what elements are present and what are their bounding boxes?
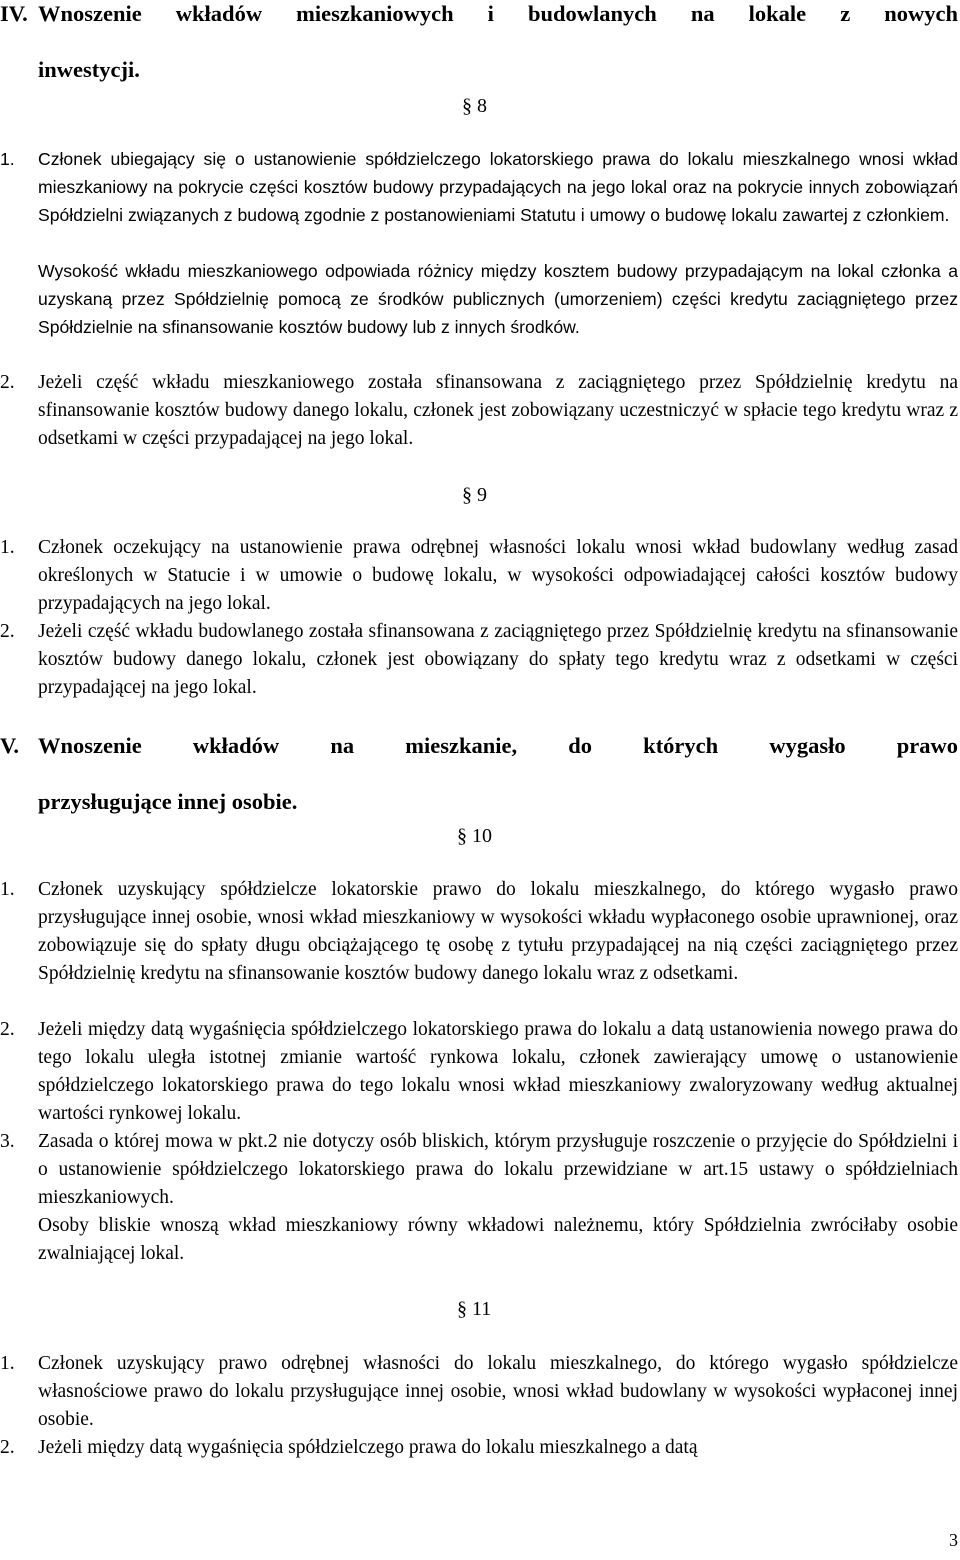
page-number: 3 — [949, 1530, 958, 1550]
paragraph-number: 2. — [0, 1437, 15, 1458]
paragraph-text: Jeżeli część wkładu budowlanego została sfinansowana z zaciągniętego przez Spółdzielnię kredytu na sfinansowanie kosztów budowy danego lokalu, członek jest obowiązany do spłaty tego kredytu wraz z odsetkami w części przypadającej na jego lokal. — [38, 621, 958, 698]
chapter-title-line2: inwestycji. — [38, 57, 140, 82]
chapter-v-heading — [0, 732, 958, 816]
paragraph-text: Jeżeli część wkładu mieszkaniowego została sfinansowana z zaciągniętego przez Spółdzielnię kredytu na sfinansowanie kosztów budowy danego lokalu, członek jest zobowiązany uczestniczyć w spłacie tego kredytu wraz z odsetkami w części przypadającej na jego lokal. — [38, 372, 958, 449]
chapter-number: IV. — [0, 1, 28, 26]
s10-paragraph-3-continued — [0, 1212, 958, 1268]
paragraph-text: Zasada o której mowa w pkt.2 nie dotyczy osób bliskich, którym przysługuje roszczenie o przyjęcie do Spółdzielni i o ustanowienie spółdzielczego lokatorskiego prawa do lokalu przewidziane w art.15 ustawy o spółdzielniach mieszkaniowych. — [38, 1131, 958, 1208]
chapter-title-line2: przysługujące innej osobie. — [38, 789, 298, 814]
paragraph-number: 2. — [0, 372, 15, 393]
s8-paragraph-1-continued — [0, 257, 958, 341]
section-11-heading: § 11 — [457, 1298, 492, 1320]
paragraph-number: 1. — [0, 149, 15, 169]
chapter-title-line1: Wnoszenie wkładów mieszkaniowych i budowlanych na lokale z nowych — [38, 1, 958, 26]
s11-paragraph-2 — [0, 1434, 958, 1462]
s10-paragraph-3 — [0, 1128, 958, 1212]
paragraph-text: Jeżeli między datą wygaśnięcia spółdzielczego lokatorskiego prawa do lokalu a datą ustanowienia nowego prawa do tego lokalu uległa istotnej zmianie wartość rynkowa lokalu, członek zawierający umowę o ustanowienie spółdzielczego lokatorskiego prawa do tego lokalu wnosi wkład mieszkaniowy zwaloryzowany według aktualnej wartości rynkowej lokalu. — [38, 1019, 958, 1124]
s10-paragraph-1 — [0, 876, 958, 988]
paragraph-text: Jeżeli między datą wygaśnięcia spółdzielczego prawa do lokalu mieszkalnego a datą — [38, 1437, 698, 1458]
s8-paragraph-2 — [0, 369, 958, 453]
s10-paragraph-2 — [0, 1016, 958, 1128]
section-10-heading: § 10 — [457, 825, 492, 847]
chapter-iv-heading — [0, 0, 958, 84]
paragraph-number: 2. — [0, 1019, 15, 1040]
paragraph-text: Członek ubiegający się o ustanowienie spółdzielczego lokatorskiego prawa do lokalu mieszkalnego wnosi wkład mieszkaniowy na pokrycie części kosztów budowy przypadających na jego lokal oraz na pokrycie innych zobowiązań Spółdzielni związanych z budową zgodnie z postanowieniami Statutu i umowy o budowę lokalu zawartej z członkiem. — [38, 149, 958, 225]
section-8-heading: § 8 — [462, 95, 487, 117]
s8-paragraph-1 — [0, 145, 958, 229]
paragraph-text: Członek uzyskujący spółdzielcze lokatorskie prawo do lokalu mieszkalnego, do którego wygasło prawo przysługujące innej osobie, wnosi wkład mieszkaniowy w wysokości wkładu wypłaconego osobie uprawnionej, oraz zobowiązuje się do spłaty długu obciążającego tę osobę z tytułu przypadającej na nią części zaciągniętego przez Spółdzielnię kredytu na sfinansowanie kosztów budowy danego lokalu wraz z odsetkami. — [38, 879, 958, 984]
chapter-number: V. — [0, 733, 19, 758]
section-9-heading: § 9 — [462, 484, 487, 506]
paragraph-number: 1. — [0, 537, 15, 558]
paragraph-number: 2. — [0, 621, 15, 642]
paragraph-text: Wysokość wkładu mieszkaniowego odpowiada różnicy między kosztem budowy przypadającym na lokal członka a uzyskaną przez Spółdzielnię pomocą ze środków publicznych (umorzeniem) części kredytu zaciągniętego przez Spółdzielnie na sfinansowanie kosztów budowy lub z innych środków. — [38, 261, 958, 337]
paragraph-text: Członek oczekujący na ustanowienie prawa odrębnej własności lokalu wnosi wkład budowlany według zasad określonych w Statucie i w umowie o budowę lokalu, w wysokości odpowiadającej całości kosztów budowy przypadających na jego lokal. — [38, 537, 958, 614]
chapter-title-line1: Wnoszenie wkładów na mieszkanie, do których wygasło prawo — [38, 733, 958, 758]
s11-paragraph-1 — [0, 1350, 958, 1434]
paragraph-text: Osoby bliskie wnoszą wkład mieszkaniowy równy wkładowi należnemu, który Spółdzielnia zwróciłaby osobie zwalniającej lokal. — [38, 1215, 958, 1264]
paragraph-number: 1. — [0, 879, 15, 900]
paragraph-text: Członek uzyskujący prawo odrębnej własności do lokalu mieszkalnego, do którego wygasło spółdzielcze własnościowe prawo do lokalu przysługujące innej osobie, wnosi wkład budowlany w wysokości wypłaconej innej osobie. — [38, 1353, 958, 1430]
paragraph-number: 1. — [0, 1353, 15, 1374]
paragraph-number: 3. — [0, 1131, 15, 1152]
s9-paragraph-1 — [0, 534, 958, 618]
s9-paragraph-2 — [0, 618, 958, 702]
